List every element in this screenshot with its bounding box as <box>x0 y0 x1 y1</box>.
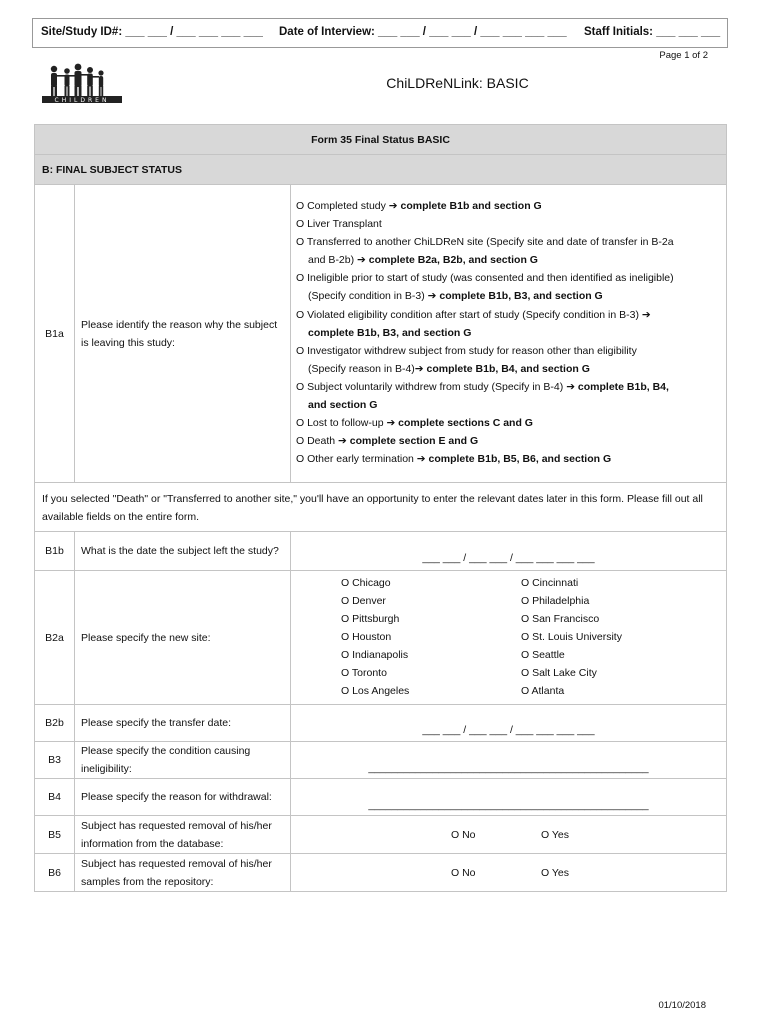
site-option[interactable]: O Pittsburgh <box>341 613 400 626</box>
staff-initials-field[interactable]: Staff Initials: ___ ___ ___ <box>584 26 721 38</box>
question-text: Subject has requested removal of his/her samples from the repository: <box>75 854 291 892</box>
option-text: O Investigator withdrew subject from study for reason other than eligibility <box>296 344 637 357</box>
site-option[interactable]: O Philadelphia <box>521 595 590 608</box>
reason-option[interactable] <box>296 197 718 215</box>
site-option[interactable]: O San Francisco <box>521 613 600 626</box>
option-continuation <box>296 396 718 414</box>
final-status-form-table <box>34 124 727 892</box>
reason-option[interactable] <box>296 342 718 378</box>
option-text: O Violated eligibility condition after start of study (Specify condition in B-3) ➔ <box>296 308 651 321</box>
removal-database-options <box>291 816 727 854</box>
site-option[interactable]: O Indianapolis <box>341 649 409 662</box>
row-b4 <box>35 779 727 816</box>
option-action: ➔ complete section E and G <box>338 435 479 448</box>
option-text: O Ineligible prior to start of study (was consented and then identified as ineligible) <box>296 272 674 285</box>
page-number: Page 1 of 2 <box>659 50 708 61</box>
item-id: B2b <box>35 705 75 742</box>
question-text: Please identify the reason why the subject is leaving this study: <box>75 185 291 483</box>
item-id: B1b <box>35 532 75 571</box>
row-b2b <box>35 705 727 742</box>
site-option[interactable]: O Los Angeles <box>341 685 410 698</box>
option-text: O Subject voluntarily withdrew from study (Specify in B-4) <box>296 380 567 393</box>
reason-option[interactable] <box>296 414 718 432</box>
question-text: Please specify the transfer date: <box>75 705 291 742</box>
option-continuation-action: ➔ complete B2a, B2b, and section G <box>357 254 538 267</box>
item-id: B2a <box>35 571 75 705</box>
section-heading: B: FINAL SUBJECT STATUS <box>35 155 727 185</box>
reason-option[interactable] <box>296 233 718 269</box>
row-b6 <box>35 854 727 892</box>
option-continuation-text: and B-2b) <box>308 254 358 267</box>
option-action: ➔ complete sections C and G <box>386 417 533 430</box>
option-text: O Liver Transplant <box>296 218 382 231</box>
row-b1a <box>35 185 727 483</box>
transfer-date-field[interactable]: ___ ___ / ___ ___ / ___ ___ ___ ___ <box>291 705 727 742</box>
question-text: Please specify the condition causing ineligibility: <box>75 742 291 779</box>
header-id-box <box>32 18 728 48</box>
reason-option[interactable] <box>296 432 718 450</box>
site-study-id-field[interactable]: Site/Study ID#: ___ ___ / ___ ___ ___ ___ <box>41 26 263 38</box>
site-option[interactable]: O Denver <box>341 595 386 608</box>
option-continuation-action: ➔ complete B1b, B3, and section G <box>427 290 603 303</box>
sites-column-left <box>341 574 521 700</box>
reason-options <box>291 185 727 483</box>
option-yes[interactable]: O Yes <box>541 866 570 879</box>
item-id: B6 <box>35 854 75 892</box>
logo-text: CHILDREN <box>54 97 110 104</box>
row-b3 <box>35 742 727 779</box>
question-text: Please specify the new site: <box>75 571 291 705</box>
reason-option[interactable] <box>296 269 718 305</box>
option-continuation <box>296 287 718 305</box>
reason-option[interactable] <box>296 215 718 233</box>
ineligibility-condition-field[interactable]: ________________________________________________ <box>291 742 727 779</box>
site-option[interactable]: O Atlanta <box>521 685 565 698</box>
option-continuation-action: and section G <box>308 399 378 412</box>
withdrawal-reason-field[interactable]: ________________________________________________ <box>291 779 727 816</box>
option-no[interactable]: O No <box>451 828 476 841</box>
question-text: What is the date the subject left the study? <box>75 532 291 571</box>
option-text: O Completed study <box>296 200 389 212</box>
reason-option[interactable] <box>296 450 718 468</box>
site-option[interactable]: O Cincinnati <box>521 577 579 590</box>
option-continuation <box>296 324 718 342</box>
site-option[interactable]: O St. Louis University <box>521 631 622 644</box>
document-title: ChiLDReNLink: BASIC <box>386 75 529 91</box>
date-left-field[interactable]: ___ ___ / ___ ___ / ___ ___ ___ ___ <box>291 532 727 571</box>
item-id: B5 <box>35 816 75 854</box>
question-text: Subject has requested removal of his/her information from the database: <box>75 816 291 854</box>
site-options <box>291 571 727 705</box>
site-option[interactable]: O Toronto <box>341 667 387 680</box>
option-continuation <box>296 251 718 269</box>
item-id: B1a <box>35 185 75 483</box>
option-yes[interactable]: O Yes <box>541 828 570 841</box>
interview-date-field[interactable]: Date of Interview: ___ ___ / ___ ___ / ___ ___ ___ ___ <box>279 26 567 38</box>
option-continuation <box>296 360 718 378</box>
row-b2a <box>35 571 727 705</box>
item-id: B4 <box>35 779 75 816</box>
row-b5 <box>35 816 727 854</box>
item-id: B3 <box>35 742 75 779</box>
sites-column-right <box>521 574 701 700</box>
site-option[interactable]: O Seattle <box>521 649 565 662</box>
option-continuation-action: ➔ complete B1b, B4, and section G <box>414 362 590 375</box>
form-title: Form 35 Final Status BASIC <box>35 125 727 155</box>
site-option[interactable]: O Houston <box>341 631 392 644</box>
option-continuation-text: (Specify condition in B-3) <box>308 290 428 303</box>
site-option[interactable]: O Chicago <box>341 577 391 590</box>
option-continuation-action: complete B1b, B3, and section G <box>308 326 472 339</box>
option-action: ➔ complete B1b, B5, B6, and section G <box>416 453 612 466</box>
option-continuation-text: (Specify reason in B-4) <box>308 362 415 375</box>
option-no[interactable]: O No <box>451 866 476 879</box>
option-text: O Transferred to another ChiLDReN site (Specify site and date of transfer in B-2a <box>296 236 674 249</box>
reason-option[interactable] <box>296 378 718 414</box>
option-text: O Death <box>296 435 339 448</box>
option-action: ➔ complete B1b, B4, <box>566 380 669 393</box>
removal-samples-options <box>291 854 727 892</box>
option-action: ➔ complete B1b and section G <box>388 200 542 212</box>
reason-option[interactable] <box>296 306 718 342</box>
site-option[interactable]: O Salt Lake City <box>521 667 597 680</box>
row-b1b <box>35 532 727 571</box>
instruction-note: If you selected "Death" or "Transferred to another site," you'll have an opportunity to enter the relevant dates later in this form. Please fill out all available fields on the entire form. <box>35 483 727 532</box>
option-text: O Lost to follow-up <box>296 417 387 430</box>
footer-date: 01/10/2018 <box>658 1000 706 1011</box>
question-text: Please specify the reason for withdrawal: <box>75 779 291 816</box>
option-text: O Other early termination <box>296 453 417 466</box>
